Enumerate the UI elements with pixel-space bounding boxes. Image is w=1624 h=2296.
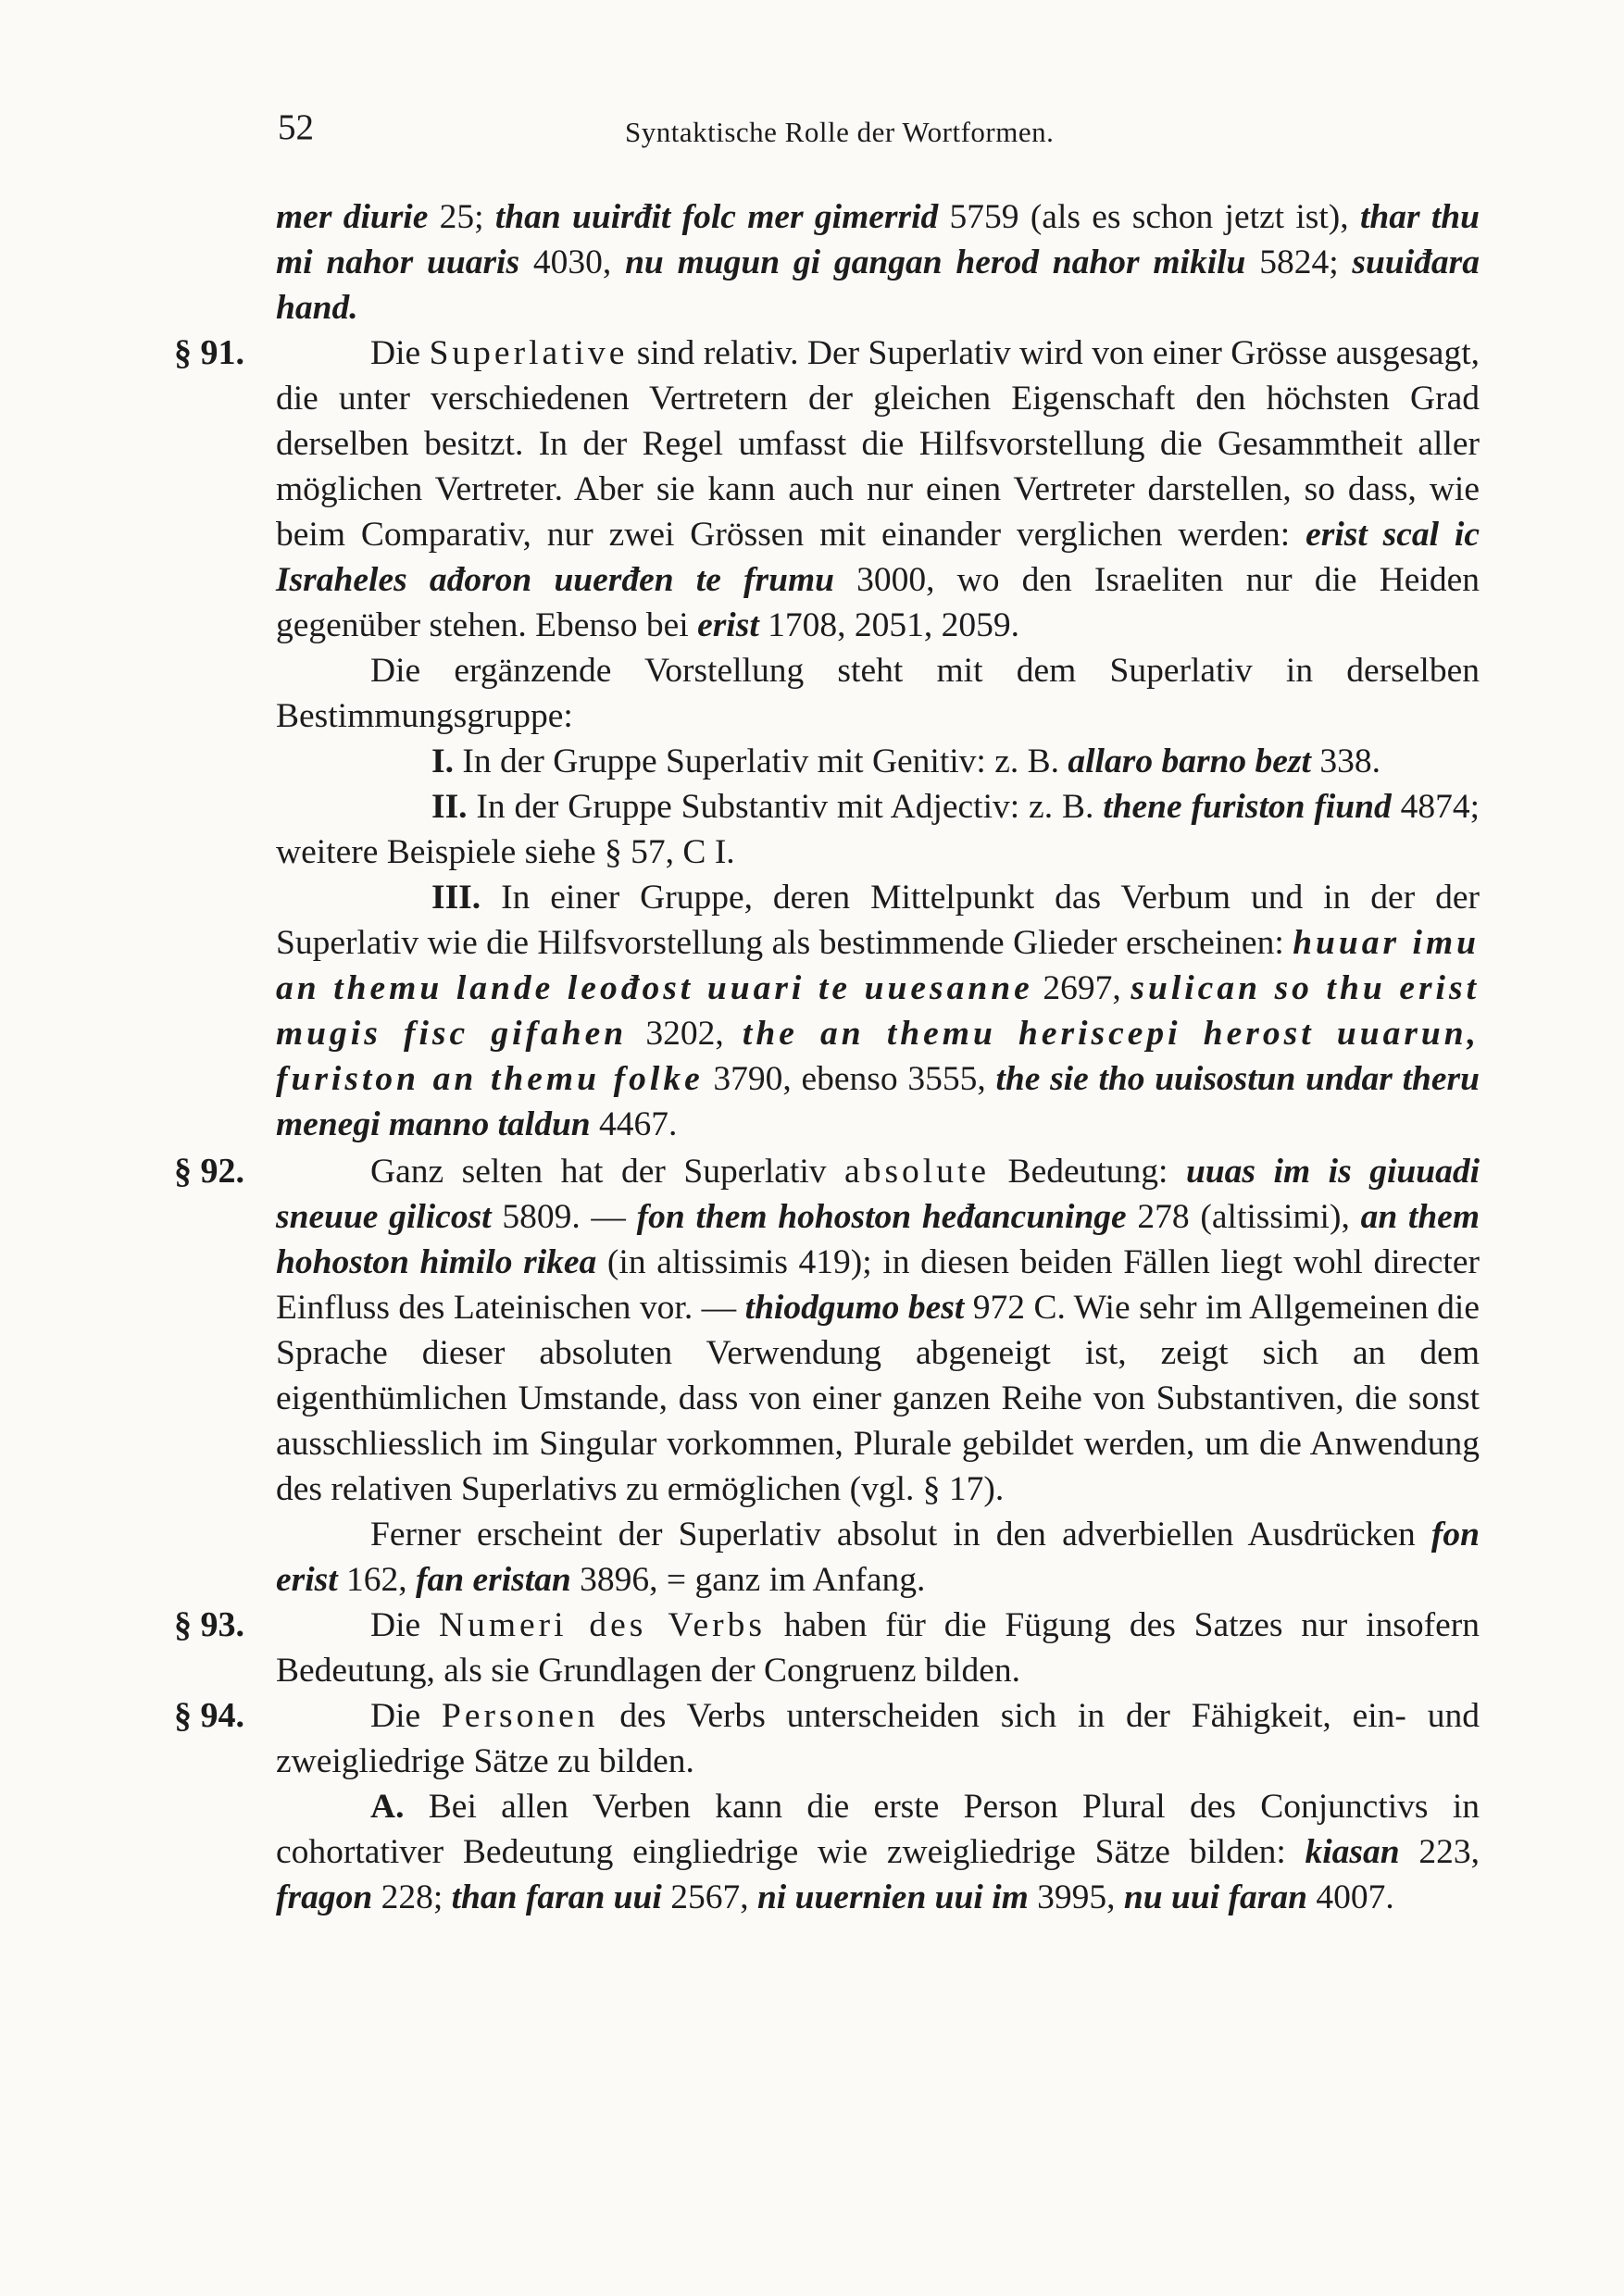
- text-run: Die: [370, 334, 430, 372]
- example-phrase: fragon: [276, 1878, 373, 1916]
- text-run: haben für die Fügung des Satzes nur insofern Bedeutung, als sie Grundlagen der Congruenz bilden.: [276, 1606, 1480, 1690]
- example-phrase: huuar imu an themu lande leođost uuari te uuesanne: [276, 924, 1480, 1007]
- text-run: 5759 (als es schon jetzt ist),: [938, 198, 1360, 236]
- text-run: 338.: [1310, 742, 1380, 780]
- section-marker-92: § 92.: [174, 1152, 244, 1191]
- text-run: Die: [370, 1606, 439, 1644]
- text-run: 228;: [372, 1878, 452, 1916]
- text-run: 162,: [337, 1561, 417, 1599]
- text-run: 2697,: [1032, 969, 1131, 1007]
- example-phrase: ni uuernien uui im: [756, 1878, 1029, 1916]
- example-phrase: fon erist: [276, 1516, 1480, 1599]
- text-run: 2567,: [661, 1878, 757, 1916]
- example-phrase: thiodgumo best: [744, 1289, 965, 1327]
- spaced-term: absolute: [844, 1153, 991, 1191]
- text-run: 278 (altissimi),: [1126, 1198, 1361, 1236]
- example-phrase: an them hohoston himilo rikea: [276, 1198, 1480, 1281]
- text-run: 223,: [1399, 1833, 1480, 1871]
- page-number: 52: [278, 107, 314, 147]
- paragraph-continuation: [276, 194, 1480, 331]
- example-phrase: fan eristan: [416, 1561, 571, 1599]
- text-run: Bei allen Verben kann die erste Person Plural des Conjunctivs in cohortativer Bedeutung eingliedrige wie zweigliedrige Sätze bilden:: [276, 1788, 1480, 1871]
- paragraph: [276, 1512, 1480, 1603]
- text-run: In der Gruppe Substantiv mit Adjectiv: z. B.: [467, 788, 1104, 826]
- text-run: Bedeutung:: [990, 1153, 1186, 1191]
- example-phrase: fon them hohoston heđancuninge: [636, 1198, 1127, 1236]
- text-run: 4467.: [590, 1105, 678, 1143]
- text-run: des Verbs unterscheiden sich in der Fähigkeit, ein- und zweigliedrige Sätze zu bilden.: [276, 1697, 1480, 1780]
- text-run: 972 C. Wie sehr im Allgemeinen die Sprache dieser absoluten Verwendung abgeneigt ist, zeigt sich an dem eigenthümlichen Umstande, dass von einer ganzen Reihe von Substantiven, die sonst ausschliesslich im Singular vorkommen, Plurale gebildet werden, um die Anwendung des relativen Superlativs zu ermöglichen (vgl. § 17).: [276, 1289, 1480, 1508]
- section-marker-94: § 94.: [174, 1696, 244, 1735]
- text-run: Ganz selten hat der Superlativ: [370, 1153, 845, 1191]
- body-text: [174, 194, 1480, 1920]
- example-phrase: than faran uui: [451, 1878, 662, 1916]
- list-item-I: [276, 739, 1480, 784]
- example-phrase: erist: [697, 606, 759, 644]
- paragraph-section-94: [174, 1693, 1480, 1784]
- paragraph-section-92: [174, 1149, 1480, 1512]
- text-run: 3995,: [1028, 1878, 1124, 1916]
- page-header: [278, 106, 1486, 162]
- example-phrase: than uuirđit folc mer gimerrid: [494, 198, 939, 236]
- example-phrase: sulican so thu erist mugis fisc gifahen: [276, 969, 1480, 1053]
- spaced-term: Superlative: [429, 334, 629, 372]
- example-phrase: thar thu mi nahor uuaris: [276, 198, 1480, 281]
- example-phrase: suuiđara hand.: [276, 243, 1480, 327]
- example-phrase: kiasan: [1305, 1833, 1400, 1871]
- spaced-term: Numeri des Verbs: [438, 1606, 766, 1644]
- list-item-III: [276, 875, 1480, 1147]
- paragraph: Die ergänzende Vorstellung steht mit dem Superlativ in derselben Bestimmungsgruppe:: [276, 652, 1480, 735]
- text-run: 4874; weitere Beispiele siehe § 57, C I.: [276, 788, 1480, 871]
- spaced-term: Personen: [441, 1697, 599, 1735]
- example-phrase: the sie tho uuisostun undar theru menegi manno taldun: [276, 1060, 1480, 1143]
- text-run: 3000, wo den Israeliten nur die Heiden gegenüber stehen. Ebenso bei: [276, 561, 1480, 644]
- list-item-II: [276, 784, 1480, 875]
- example-phrase: allaro barno bezt: [1068, 742, 1311, 780]
- running-title: Syntaktische Rolle der Wortformen.: [625, 116, 1055, 148]
- text-run: Ferner erscheint der Superlativ absolut in den adverbiellen Ausdrücken: [370, 1516, 1431, 1554]
- text-run: 4030,: [519, 243, 626, 281]
- text-run: 3790, ebenso 3555,: [703, 1060, 996, 1098]
- list-numeral: III.: [431, 879, 481, 917]
- text-run: In der Gruppe Superlativ mit Genitiv: z. B.: [453, 742, 1068, 780]
- text-run: 3202,: [627, 1015, 743, 1053]
- paragraph-section-91: [174, 331, 1480, 648]
- example-phrase: thene furiston fiund: [1103, 788, 1392, 826]
- text-run: 4007.: [1306, 1878, 1394, 1916]
- text-run: 5809. —: [491, 1198, 637, 1236]
- paragraph-section-93: [174, 1603, 1480, 1693]
- example-phrase: uuas im is giuuadi sneuue gilicost: [276, 1153, 1480, 1236]
- example-phrase: the an themu heriscepi herost uuarun, furiston an themu folke: [276, 1015, 1480, 1098]
- text-run: 1708, 2051, 2059.: [758, 606, 1019, 644]
- example-phrase: nu uui faran: [1123, 1878, 1307, 1916]
- list-numeral: I.: [431, 742, 454, 780]
- list-letter: A.: [370, 1788, 405, 1826]
- text-run: 5824;: [1245, 243, 1353, 281]
- text-run: (in altissimis 419); in diesen beiden Fällen liegt wohl directer Einfluss des Lateinischen vor. —: [276, 1243, 1480, 1327]
- text-run: 25;: [428, 198, 495, 236]
- example-phrase: erist scal ic Israheles ađoron uuerđen te frumu: [276, 516, 1480, 599]
- example-phrase: nu mugun gi gangan herod nahor mikilu: [625, 243, 1246, 281]
- text-run: In einer Gruppe, deren Mittelpunkt das Verbum und in der der Superlativ wie die Hilfsvorstellung als bestimmende Glieder erscheinen:: [276, 879, 1480, 962]
- list-item-A: [276, 1784, 1480, 1920]
- text-run: sind relativ. Der Superlativ wird von einer Grösse ausgesagt, die unter verschiedenen Vertretern der gleichen Eigenschaft den höchsten Grad derselben besitzt. In der Regel umfasst die Hilfsvorstellung die Gesammtheit aller möglichen Vertreter. Aber sie kann auch nur einen Vertreter darstellen, so dass, wie beim Comparativ, nur zwei Grössen mit einander verglichen werden:: [276, 334, 1480, 554]
- example-phrase: mer diurie: [276, 198, 429, 236]
- list-numeral: II.: [431, 788, 468, 826]
- section-marker-91: § 91.: [174, 333, 244, 372]
- text-run: 3896, = ganz im Anfang.: [570, 1561, 926, 1599]
- text-run: Die: [370, 1697, 442, 1735]
- section-marker-93: § 93.: [174, 1605, 244, 1644]
